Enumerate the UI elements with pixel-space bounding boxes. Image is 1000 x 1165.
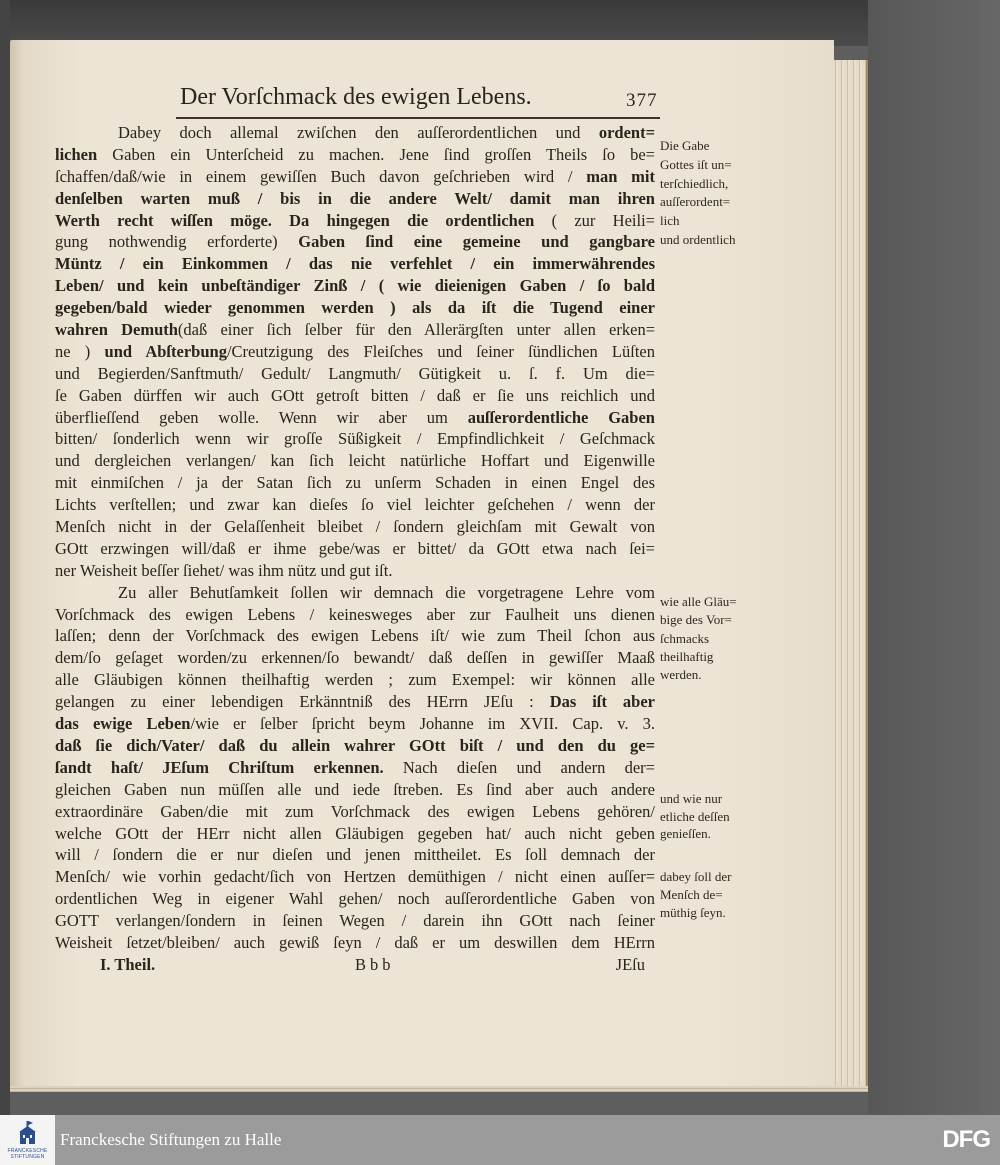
margin-note bbox=[660, 790, 780, 843]
text-run: /Creutzigung des Fleiſches und ſeiner ſündlichen Lüſten bbox=[226, 341, 655, 361]
paragraph bbox=[55, 122, 655, 582]
emphasized-text: wahren Demuth bbox=[55, 320, 178, 340]
signature-line bbox=[55, 954, 655, 976]
text-line bbox=[55, 210, 655, 232]
text-line bbox=[55, 779, 655, 801]
margin-note-line: terſchiedlich, bbox=[660, 175, 729, 191]
text-run: überflieſſend geben wolle. Wenn wir aber um bbox=[55, 407, 468, 427]
text-line bbox=[55, 472, 655, 494]
text-line bbox=[55, 166, 655, 188]
text-line bbox=[55, 516, 655, 538]
text-line bbox=[55, 188, 655, 210]
margin-note-line: Menſch de= bbox=[660, 887, 723, 902]
text-run: ſe Gaben dürffen wir auch GOtt getroſt bitten / daß er ſie uns reichlich und bbox=[55, 385, 655, 405]
text-line bbox=[55, 494, 655, 516]
text-line bbox=[55, 144, 655, 166]
emphasized-text: Gaben ſind eine gemeine und gangbare bbox=[298, 232, 655, 252]
text-line bbox=[55, 801, 655, 823]
emphasized-text: auſſerordentliche Gaben bbox=[467, 407, 655, 427]
margin-note-line: wie alle Gläu= bbox=[660, 594, 737, 609]
text-line bbox=[55, 231, 655, 253]
margin-note-line: etliche deſſen bbox=[660, 808, 730, 824]
text-run: und Begierden/Sanftmuth/ Gedult/ Langmuth/ Gütigkeit u. ſ. f. Um die= bbox=[55, 363, 655, 383]
text-line bbox=[55, 341, 655, 363]
text-line bbox=[55, 385, 655, 407]
logo-text: STIFTUNGEN bbox=[10, 1154, 45, 1160]
text-run: Weisheit ſetzet/bleiben/ auch gewiß ſeyn / daß er um deswillen dem HErrn bbox=[55, 932, 655, 952]
emphasized-text: ordent= bbox=[598, 123, 655, 142]
text-line bbox=[55, 910, 655, 932]
text-line bbox=[55, 823, 655, 845]
foundation-logo[interactable] bbox=[0, 1115, 55, 1165]
text-run: laſſen; denn der Vorſchmack des ewigen Lebens iſt/ wie zum Theil ſchon aus bbox=[55, 626, 655, 646]
dfg-logo[interactable]: DFG bbox=[942, 1126, 990, 1153]
running-head: Der Vorſchmack des ewigen Lebens. bbox=[180, 84, 532, 110]
page-number: 377 bbox=[626, 90, 658, 111]
text-run: Zu aller Behutſamkeit ſollen wir demnach die vorgetragene Lehre vom bbox=[118, 582, 655, 602]
text-line bbox=[55, 319, 655, 341]
margin-note bbox=[660, 868, 780, 922]
emphasized-text: ſandt haſt/ JEſum Chriſtum erkennen. bbox=[55, 757, 384, 777]
emphasized-text: das ewige Leben bbox=[55, 714, 191, 734]
text-line bbox=[55, 275, 655, 297]
text-line bbox=[55, 604, 655, 626]
text-line bbox=[55, 844, 655, 866]
text-line bbox=[55, 450, 655, 472]
text-run: welche GOtt der HErr nicht allen Gläubigen gegeben hat/ auch nicht geben bbox=[55, 823, 655, 843]
scan-shadow-left bbox=[0, 0, 10, 1115]
text-run: ordentlichen Weg in eigener Wahl gehen/ noch auſſerordentliche Gaben von bbox=[55, 889, 655, 909]
text-line bbox=[55, 428, 655, 450]
text-run: GOtt erzwingen will/daß er ihme gebe/was er bittet/ da GOtt etwa nach ſei= bbox=[55, 538, 655, 558]
foundation-emblem-icon bbox=[17, 1121, 38, 1145]
margin-note-line: auſſerordent= bbox=[660, 194, 731, 210]
emphasized-text: Müntz / ein Einkommen / das nie verfehlet / ein immerwährendes bbox=[55, 254, 655, 274]
text-line bbox=[55, 647, 655, 669]
emphasized-text: und Abſterbung bbox=[104, 341, 227, 361]
margin-note-line: ſchmacks bbox=[660, 630, 710, 646]
text-line bbox=[55, 691, 655, 713]
margin-note-line: genieſſen. bbox=[660, 826, 711, 842]
margin-note-line: Gottes iſt un= bbox=[660, 156, 732, 172]
emphasized-text: gegeben/bald wieder genommen werden ) als da iſt die Tugend einer bbox=[55, 298, 655, 318]
page-bottom-edge bbox=[10, 1086, 868, 1092]
text-run: (daß einer ſich ſelber für den Allerärgſten unter allen erken= bbox=[177, 320, 655, 340]
text-run: ſchaffen/daß/wie in einem gewiſſen Buch davon geſchrieben wird / bbox=[55, 166, 587, 186]
margin-note-line: werden. bbox=[660, 667, 702, 683]
text-run: GOTT verlangen/ſondern in ſeinen Wegen / darein ihn GOtt nach ſeiner bbox=[55, 911, 655, 931]
margin-note-line: dabey ſoll der bbox=[660, 869, 732, 884]
text-run: will / ſondern die er nur dieſen und jenen mittheilet. Es ſoll demnach der bbox=[55, 845, 655, 865]
emphasized-text: lichen bbox=[55, 144, 98, 164]
margin-note-line: Die Gabe bbox=[660, 138, 710, 153]
text-run: und dergleichen verlangen/ kan ſich leicht natürliche Hoffart und Eigenwille bbox=[55, 451, 655, 471]
text-run: Lichts verſtellen; und zwar kan dieſes ſo viel leichter geſchehen / wenn der bbox=[55, 495, 655, 515]
text-line bbox=[55, 669, 655, 691]
paragraph bbox=[55, 582, 655, 954]
part-label: I. Theil. bbox=[100, 955, 156, 974]
text-line bbox=[55, 625, 655, 647]
logo-text: FRANCKESCHE bbox=[7, 1148, 48, 1154]
margin-note-line: müthig ſeyn. bbox=[660, 905, 726, 920]
text-run: Menſch nicht in der Gelaſſenheit bleibet / ſondern gleichſam mit Gewalt von bbox=[55, 517, 655, 537]
text-line bbox=[55, 757, 655, 779]
emphasized-text: Leben/ und kein unbeſtändiger Zinß / ( wie dieienigen Gaben / ſo bald bbox=[55, 276, 655, 296]
text-run: alle Gläubigen können theilhaftig werden ; zum Exempel: wir können alle bbox=[55, 670, 655, 690]
margin-note-line: theilhaftig bbox=[660, 648, 714, 664]
text-run: Vorſchmack des ewigen Lebens / keinesweges aber zur Faulheit uns dienen bbox=[55, 604, 655, 624]
margin-note-line: und wie nur bbox=[660, 791, 723, 806]
text-run: Gaben ein Unterſcheid zu machen. Jene ſind groſſen Theils ſo be= bbox=[97, 144, 655, 164]
text-run: Menſch/ wie vorhin gedacht/ſich von Hertzen demüthigen / nicht einen auſſer= bbox=[55, 867, 655, 887]
text-run: gelangen zu einer lebendigen Erkänntniß des HErrn JEſu : bbox=[55, 692, 550, 712]
margin-note bbox=[660, 593, 780, 684]
text-line bbox=[55, 888, 655, 910]
emphasized-text: Werth recht wiſſen möge. Da hingegen die ordentlichen bbox=[55, 210, 535, 230]
margin-note-line: und ordentlich bbox=[660, 231, 736, 247]
text-line bbox=[55, 735, 655, 757]
text-line bbox=[55, 582, 655, 604]
text-line bbox=[55, 713, 655, 735]
page-edges bbox=[832, 60, 868, 1088]
signature-mark: Bbb bbox=[355, 955, 395, 974]
text-run: mit einmiſchen / ja der Satan ſich zu unſerm Schaden in einen Engel des bbox=[55, 473, 655, 493]
text-line bbox=[55, 866, 655, 888]
text-line bbox=[55, 122, 655, 144]
text-run: bitten/ ſonderlich wenn wir groſſe Süßigkeit / Empfindlichkeit / Geſchmack bbox=[55, 429, 655, 449]
institution-name[interactable]: Franckesche Stiftungen zu Halle bbox=[60, 1130, 282, 1149]
margin-note-line: bige des Vor= bbox=[660, 612, 732, 628]
scan-background-right bbox=[868, 0, 1000, 1115]
text-run: /wie er ſelber ſpricht beym Johanne im XVII. Cap. v. 3. bbox=[190, 714, 655, 734]
text-line bbox=[55, 560, 655, 582]
text-line bbox=[55, 932, 655, 954]
text-line bbox=[55, 253, 655, 275]
text-line bbox=[55, 363, 655, 385]
emphasized-text: Das iſt aber bbox=[549, 692, 655, 712]
text-run: ( zur Heili= bbox=[534, 210, 655, 230]
text-run: ner Weisheit beſſer ſiehet/ was ihm nütz und gut iſt. bbox=[55, 560, 393, 580]
text-line bbox=[55, 297, 655, 319]
catchword: JEſu bbox=[615, 955, 645, 974]
margin-note bbox=[660, 137, 780, 250]
text-line bbox=[55, 538, 655, 560]
footer-bar bbox=[0, 1115, 1000, 1165]
text-run: extraordinäre Gaben/die mit zum Vorſchmack des ewigen Lebens gehören/ bbox=[55, 801, 655, 821]
margin-note-line: lich bbox=[660, 213, 680, 229]
text-run: Nach dieſen und andern der= bbox=[383, 757, 655, 777]
text-run: gleichen Gaben nun müſſen alle und iede ſtreben. Es ſind aber auch andere bbox=[55, 779, 655, 799]
main-text bbox=[55, 122, 655, 954]
head-rule bbox=[176, 117, 660, 119]
emphasized-text: man mit bbox=[586, 166, 655, 186]
text-line bbox=[55, 407, 655, 429]
emphasized-text: daß ſie dich/Vater/ daß du allein wahrer GOtt biſt / und den du ge= bbox=[55, 735, 655, 755]
text-run: dem/ſo geſaget worden/zu erkennen/ſo bewandt/ daß deſſen in gewiſſer Maaß bbox=[55, 648, 655, 668]
emphasized-text: denſelben warten muß / bis in die andere Welt/ damit man ihren bbox=[55, 188, 655, 208]
text-run: gung nothwendig erforderte) bbox=[55, 232, 299, 252]
text-run: ne ) bbox=[55, 341, 105, 361]
text-run: Dabey doch allemal zwiſchen den auſſerordentlichen und bbox=[118, 123, 599, 142]
